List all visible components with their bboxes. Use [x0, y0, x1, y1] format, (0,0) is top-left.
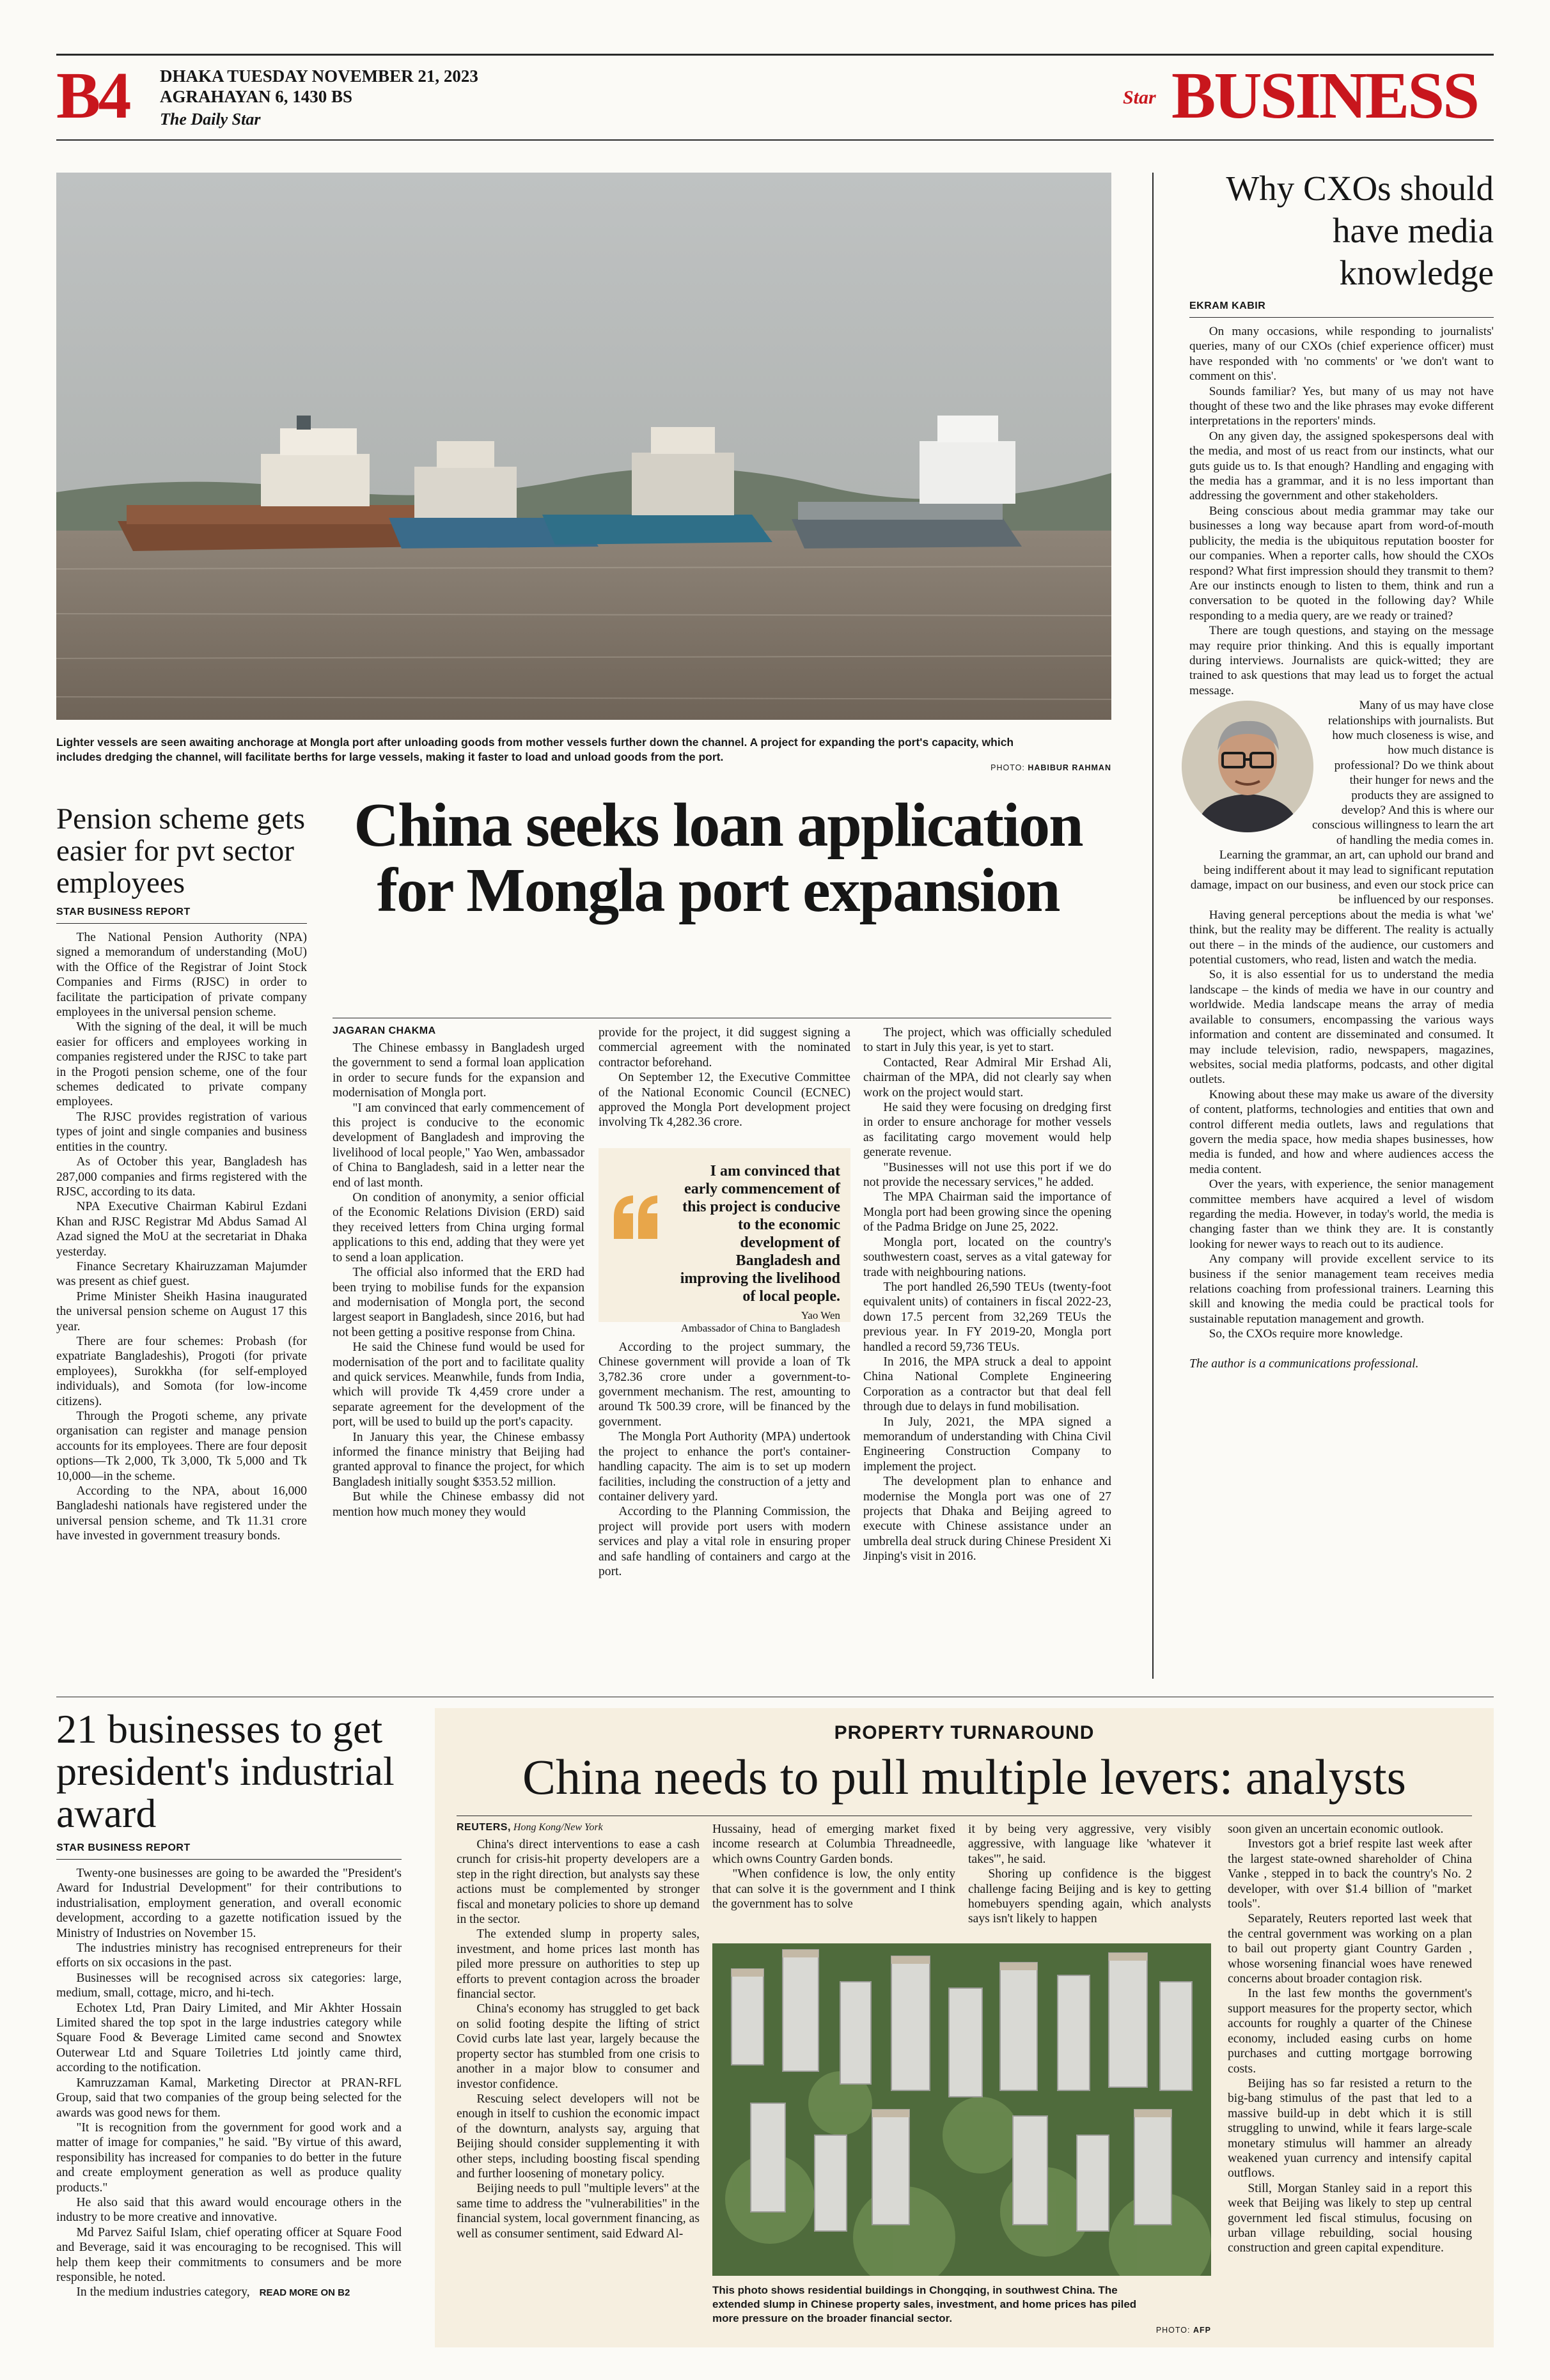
section-title: BUSINESS	[1171, 59, 1478, 132]
paper-logo: The Daily Star	[160, 110, 261, 128]
lead-column-1	[333, 1025, 584, 1520]
masthead	[56, 54, 1494, 143]
china-col4-text: soon given an uncertain economic outlook. Investors got a brief respite last week after the largest state-owned shareholder of China Vanke , stepped in to back the country's No. 2 developer, with over $1.4 billion of "market tools". Separately, Reuters reported last week that the central government was working on a plan to bail out property giant Country Garden , whose worsening financial woes have renewed concerns about broader contagion risk. In the last few months the government's support measures for the property sector, which accounts for roughly a quarter of the Chinese economy, included easing curbs on home purchases and cutting mortgage borrowing costs. Beijing has so far resisted a return to the big-bang stimulus of the past that led to a massive build-up in debt which it is still struggling to unwind, while it fears large-scale monetary stimulus will hammer an already weakened yuan currency and intensify capital outflows. Still, Morgan Stanley said in a report this week that Beijing was likely to step up central government led fiscal stimulus, focusing on urban village rebuilding, social housing construction and green capital expenditure.	[1228, 1823, 1472, 2255]
chongqing-photo-caption: This photo shows residential buildings in Chongqing, in southwest China. The extended slump in Chinese property sales, investment, and home prices has piled more pressure on the broader financial sector.	[712, 2284, 1137, 2324]
lead-column-3	[863, 1025, 1111, 1564]
lead-column-2	[599, 1025, 850, 1579]
top-photo-credit: PHOTO: HABIBUR RAHMAN	[990, 763, 1111, 772]
china-byline-org: REUTERS,	[457, 1822, 511, 1833]
chongqing-photo-credit: PHOTO: AFP	[1155, 2326, 1211, 2335]
china-col3-text: it by being very aggressive, very visibly aggressive, with language like 'whatever it takes'", he said. Shoring up confidence is the biggest challenge facing Beijing and is key to getting homebuyers spending again, which analysts says isn't likely to happen	[968, 1823, 1211, 1926]
cxo-text: On many occasions, while responding to journalists' queries, many of our CXOs (chief experience officer) must have responded with 'no comments' or 'we don't want to comment on this'. Sounds familiar? Yes, but many of us may not have thought of these two and the like phrases may evoke different interpretations in the reporters' minds. On any given day, the assigned spokespersons deal with the media, and most of us react from our instincts, what our guts guide us to. Is that enough? Handling and engaging with the media has a grammar, and it is no less important than addressing the government and other stakeholders. Being conscious about media grammar may take our businesses a long way because apart from word-of-mouth publicity, the media is the ubiquitous reputation booster for our companies. When a reporter calls, how should the CXOs respond? What first impression should they transmit to them? Are our instincts enough to listen to them, think and run a conversation to be quoted in the following day? While responding to a media query, are we ready or trained? There are tough questions, and staying on the message may require prior thinking. And this is equally important during interviews. Journalists are quick-witted; they are trained to ask questions that may lead us to forget the actual message. Many of us may have close relationships with journalists. But how much closeness is wise, and how much distance is professional? Do we think about their hunger for news and the products they are assigned to develop? And this is where our conscious willingness to learn the art of handling the media comes in. Learning the grammar, an art, can uphold our brand and being indifferent about it may lead to significant reputation damage, impact on our business, and even our stock price can be influenced by our responses. Having general perceptions about the media is what 'we' think, but the reality may be different. The reality is actually out there – in the minds of the audience, our customers and potential customers, who read, listen and watch the media. So, it is also essential for us to understand the media landscape – the kinds of media we have in our country and worldwide. Media landscape means the array of media available to consumers, encompassing the various ways information and content are disseminated and consumed. It may include television, radio, newspapers, magazines, websites, social media platforms, podcasts, and other digital outlets. Knowing about these may make us aware of the diversity of content, platforms, technologies and entities that own and control different media outlets, laws and regulations that govern the media space, how media shapes businesses, how media is funded, and how and where audiences access the media content. Over the years, with experience, the senior management committee members have acquired a level of wisdom regarding the media. However, in today's world, the media is changing faster than we think they are. It is constantly looking for newer ways to reach out to its audience. Any company will provide excellent service to its business if the senior management team receives media relations coaching from professional trainers. Learning this skill and knowing the media could be practical tools for sustainable reputation management and growth. So, the CXOs require more knowledge.	[1189, 324, 1494, 1342]
cxo-byline: EKRAM KABIR	[1189, 300, 1266, 311]
cxo-footer: The author is a communications professional.	[1189, 1357, 1419, 1371]
dateline: DHAKA TUESDAY NOVEMBER 21, 2023	[160, 66, 478, 86]
china-headline: China needs to pull multiple levers: analysts	[522, 1749, 1407, 1805]
pension-byline: STAR BUSINESS REPORT	[56, 906, 191, 917]
china-col1-text: China's direct interventions to ease a cash crunch for crisis-hit property developers are a step in the right direction, but analysts say these actions must be complemented by stronger fiscal and monetary policies to shore up demand in the sector. The extended slump in property sales, investment, and home prices last month has piled more pressure on authorities to step up efforts to prevent contagion across the broader financial sector. China's economy has struggled to get back on solid footing despite the lifting of strict Covid curbs late last year, largely because the property sector has stumbled from one crisis to another in a major blow to consumer and investor confidence. Rescuing select developers will not be enough in itself to cushion the economic impact of the downturn, analysts say, arguing that Beijing should consider supplementing it with other steps, including boosting fiscal spending and further loosening of monetary policy. Beijing needs to pull "multiple levers" at the same time to address the "vulnerabilities" in the financial system, local government financing, as well as consumer sentiment, said Edward Al-	[457, 1838, 700, 2241]
award-text: Twenty-one businesses are going to be awarded the "President's Award for Industrial Development" for their contributions to industrialisation, employment generation, and overall economic development, according to a gazette notification issued by the Ministry of Industries on November 15. The industries ministry has recognised entrepreneurs for their efforts on six occasions in the past. Businesses will be recognised across six categories: large, medium, small, cottage, micro, and hi-tech. Echotex Ltd, Pran Dairy Limited, and Mir Akhter Hossain Limited shared the top spot in the large industries category while Square Food & Beverage Limited came second and Snowtex Outerwear Ltd and Square Toiletries Ltd jointly came third, according to the notification. Kamruzzaman Kamal, Marketing Director at PRAN-RFL Group, said that two companies of the group being selected for the awards was good news for them. "It is recognition from the government for good work and a matter of image for companies," he said. "By virtue of this award, responsibility has increased for companies to do better in the future and create employment generation as well as produce quality products." He also said that this award would encourage others in the industry to be more creative and innovative. Md Parvez Saiful Islam, chief operating officer at Square Food and Beverage, said it was encouraging to be recognised. This will help them keep their commitments to consumers and be more responsible, he noted. In the medium industries category, READ MORE ON B2	[56, 1867, 402, 2299]
top-photo-caption: Lighter vessels are seen awaiting anchorage at Mongla port after unloading goods from mother vessels further down the channel. A project for expanding the port's capacity, which includes dredging the channel, will facilitate berths for large vessels, making it faster to load and unload goods from the port.	[56, 736, 1014, 763]
lead-col2-bottom-text: According to the project summary, the Chinese government will provide a loan of Tk 3,782.36 crore under a government-to-government mechanism. The rest, amounting to around Tk 500.39 crore, will be financed by the government. The Mongla Port Authority (MPA) undertook the project to enhance the port's container-handling capacity. The aim is to set up modern facilities, including the construction of a jetty and container delivery yard. According to the Planning Commission, the project will provide port users with modern services and play a vital role in ensuring proper and safe handling of containers and cargo at the port.	[599, 1340, 850, 1578]
pull-quote-title: Ambassador of China to Bangladesh	[680, 1321, 840, 1334]
pull-quote-name: Yao Wen	[801, 1309, 840, 1321]
pull-quote-text: I am convinced that early commencement of this project is conducive to the economic development of Bangladesh and improving the livelihood of local people.	[680, 1162, 840, 1305]
cxo-headline: Why CXOs should have media knowledge	[1226, 169, 1494, 292]
china-col2-text: Hussainy, head of emerging market fixed income research at Columbia Threadneedle, which owns Country Garden bonds. "When confidence is low, the only entity that can solve it is the government and I think the government has to solve	[712, 1823, 955, 1911]
lead-col2-top-text: provide for the project, it did suggest signing a commercial agreement with the nominated contractor beforehand. On September 12, the Executive Committee of the National Economic Council (ECNEC) approved the Mongla Port development project involving Tk 4,282.36 crore.	[599, 1026, 850, 1130]
residential-buildings-image	[712, 1943, 1211, 2276]
pension-headline: Pension scheme gets easier for pvt sector employees	[56, 802, 305, 899]
pension-text: The National Pension Authority (NPA) signed a memorandum of understanding (MoU) with the Office of the Registrar of Joint Stock Companies and Firms (RJSC) in order to facilitate the participation of private company employees in the universal pension scheme. With the signing of the deal, it will be much easier for officers and employees working in companies registered under the RJSC to take part in the Progoti pension scheme, one of the four schemes dedicated to private company employees. The RJSC provides registration of various types of joint and single companies and business entities in the country. As of October this year, Bangladesh has 287,000 companies and firms registered with the RJSC, according to its data. NPA Executive Chairman Kabirul Ezdani Khan and RJSC Registrar Md Abdus Samad Al Azad signed the MoU at the secretariat in Dhaka yesterday. Finance Secretary Khairuzzaman Majumder was present as chief guest. Prime Minister Sheikh Hasina inaugurated the universal pension scheme on August 17 this year. There are four schemes: Probash (for expatriate Bangladeshis), Progoti (for private employees), Surokkha (for self-employed individuals), and Somota (for low-income citizens). Through the Progoti scheme, any private organisation can register and manage pension accounts for its employees. There are four deposit options—Tk 2,000, Tk 3,000, Tk 5,000 and Tk 10,000—in the scheme. According to the NPA, about 16,000 Bangladeshi nationals have registered under the universal pension scheme, and Tk 11.31 crore have invested in government treasury bonds.	[56, 931, 307, 1543]
bangla-date: AGRAHAYAN 6, 1430 BS	[160, 87, 353, 106]
pull-quote-box	[599, 1148, 850, 1334]
lead-byline: JAGARAN CHAKMA	[333, 1025, 436, 1036]
china-kicker: PROPERTY TURNAROUND	[834, 1722, 1095, 1743]
author-portrait-icon	[1182, 701, 1313, 832]
quote-mark-icon	[610, 1193, 662, 1241]
lead-headline: China seeks loan application for Mongla port expansion	[354, 791, 1083, 925]
award-headline: 21 businesses to get president's industrial award	[56, 1706, 395, 1836]
award-story	[56, 1708, 402, 2301]
read-more-link[interactable]: READ MORE ON B2	[259, 2287, 350, 2299]
page-number: B4	[56, 59, 129, 132]
pension-story	[56, 803, 307, 1544]
cxo-column	[1189, 167, 1494, 1371]
top-photo	[56, 173, 1111, 720]
china-byline-place: Hong Kong/New York	[513, 1822, 603, 1833]
author-photo	[1182, 701, 1313, 832]
award-byline: STAR BUSINESS REPORT	[56, 1842, 191, 1853]
china-story-box	[435, 1708, 1494, 2347]
lead-col1-text: The Chinese embassy in Bangladesh urged the government to send a formal loan application in order to secure funds for the expansion and modernisation of Mongla port. "I am convinced that early commencement of this project is conducive to the economic development of Bangladesh and improving the livelihood of local people," Yao Wen, ambassador of China to Bangladesh, said in a letter near the end of last month. On condition of anonymity, a senior official of the Economic Relations Division (ERD) said they received letters from China urging formal applications to this end, adding that they were yet to send a loan application. The official also informed that the ERD had been trying to mobilise funds for the expansion and modernisation of Mongla port, the second largest seaport in Bangladesh, since 2016, but had not been getting a positive response from China. He said the Chinese fund would be used for modernisation of the port and to facilitate quality and quick services. Meanwhile, funds from India, which will provide Tk 4,459 crore under a separate agreement for the development of the port, will be used to build up the port's capacity. In January this year, the Chinese embassy informed the finance ministry that Beijing had granted approval to finance the project, for which Bangladesh initially sought $353.52 million. But while the Chinese embassy did not mention how much money they would	[333, 1041, 584, 1519]
port-vessels-image	[56, 173, 1111, 720]
lead-col3-text: The project, which was officially scheduled to start in July this year, is yet to start. Contacted, Rear Admiral Mir Ershad Ali, chairman of the MPA, did not clearly say when work on the project would start. He said they were focusing on dredging first in order to ensure anchorage for mother vessels as facilitating cargo movement would help generate revenue. "Businesses will not use this port if we do not provide the necessary services," he added. The MPA Chairman said the importance of Mongla port had been growing since the opening of the Padma Bridge on June 25, 2022. Mongla port, located on the country's southwestern coast, serves as a vital gateway for trade with neighbouring nations. The port handled 26,590 TEUs (twenty-foot equivalent units) of containers in fiscal 2022-23, down 17.5 percent from 32,269 TEUs the previous year. In FY 2019-20, Mongla port handled a record 59,736 TEUs. In 2016, the MPA struck a deal to appoint China National Complete Engineering Corporation as a contractor but that deal fell through due to delays in fund mobilisation. In July, 2021, the MPA signed a memorandum of understanding with China Civil Engineering Construction Company to implement the project. The development plan to enhance and modernise the Mongla port was one of 27 projects that Dhaka and Beijing agreed to execute with Chinese assistance under an umbrella deal struck during Chinese President Xi Jinping's visit in 2016.	[863, 1026, 1111, 1564]
star-mark: Star	[1123, 87, 1156, 108]
chongqing-photo	[712, 1943, 1211, 2276]
